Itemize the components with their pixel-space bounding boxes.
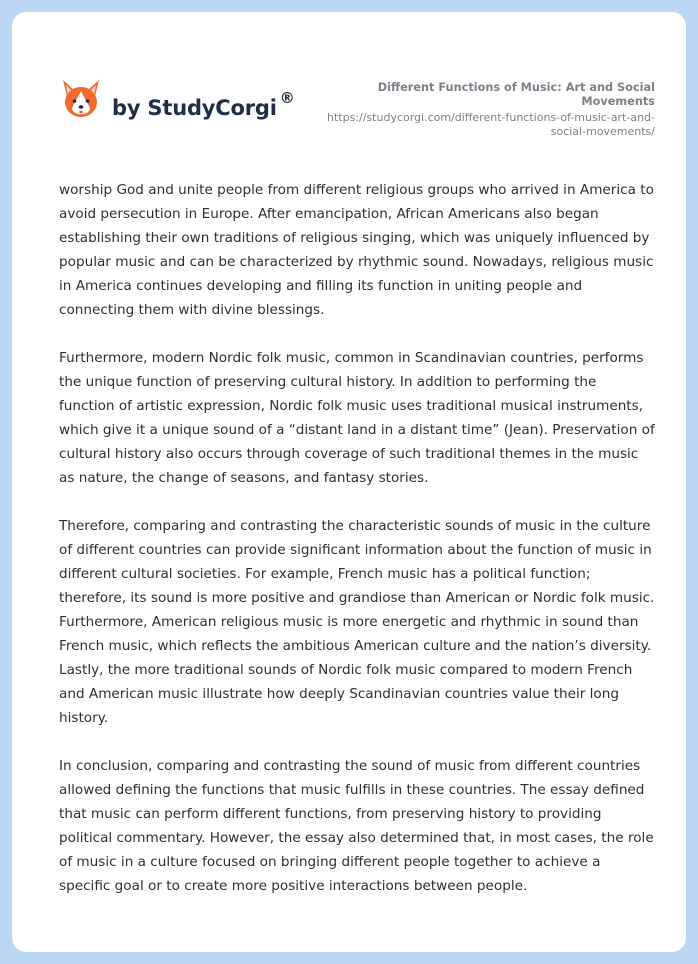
source-title: Different Functions of Music: Art and Social Movements (377, 81, 655, 108)
corgi-icon (60, 78, 102, 122)
paragraph: Therefore, comparing and contrasting the characteristic sounds of music in the culture of different countries can provide significant information about the function of music in different cultural societies. For example, French music has a political function; therefore, its sound is more positive and grandiose than American or Nordic folk music. Furthermore, American religious music is more energetic and rhythmic in sound than French music, which reflects the ambitious American culture and the nation’s diversity. Lastly, the more traditional sounds of Nordic folk music compared to modern French and American music illustrate how deeply Scandinavian countries value their long history. (59, 518, 655, 726)
paragraph: In conclusion, comparing and contrasting the sound of music from different countries allowed defining the functions that music fulfills in these countries. The essay defined that music can perform different functions, from preserving history to providing political commentary. However, the essay also determined that, in most cases, the role of music in a culture focused on bringing different people together to achieve a specific goal or to create more positive interactions between people. (59, 758, 654, 894)
source-info (315, 81, 655, 139)
studycorgi-logo[interactable] (60, 78, 295, 122)
essay-body (59, 178, 656, 922)
source-url[interactable]: https://studycorgi.com/different-functions-of-music-art-and-social-movements/ (327, 111, 655, 138)
paragraph: worship God and unite people from different religious groups who arrived in America to avoid persecution in Europe. After emancipation, African Americans also began establishing their own traditions of religious singing, which was uniquely influenced by popular music and can be characterized by rhythmic sound. Nowadays, religious music in America continues developing and filling its function in uniting people and connecting them with divine blessings. (59, 182, 654, 318)
registered-mark: ® (279, 88, 295, 107)
brand-name: by StudyCorgi ® (112, 88, 295, 120)
paragraph: Furthermore, modern Nordic folk music, common in Scandinavian countries, performs the unique function of preserving cultural history. In addition to performing the function of artistic expression, Nordic folk music uses traditional musical instruments, which give it a unique sound of a “distant land in a distant time” (Jean). Preservation of cultural history also occurs through coverage of such traditional themes in the music as nature, the change of seasons, and fantasy stories. (59, 350, 655, 486)
document-page (12, 12, 686, 952)
